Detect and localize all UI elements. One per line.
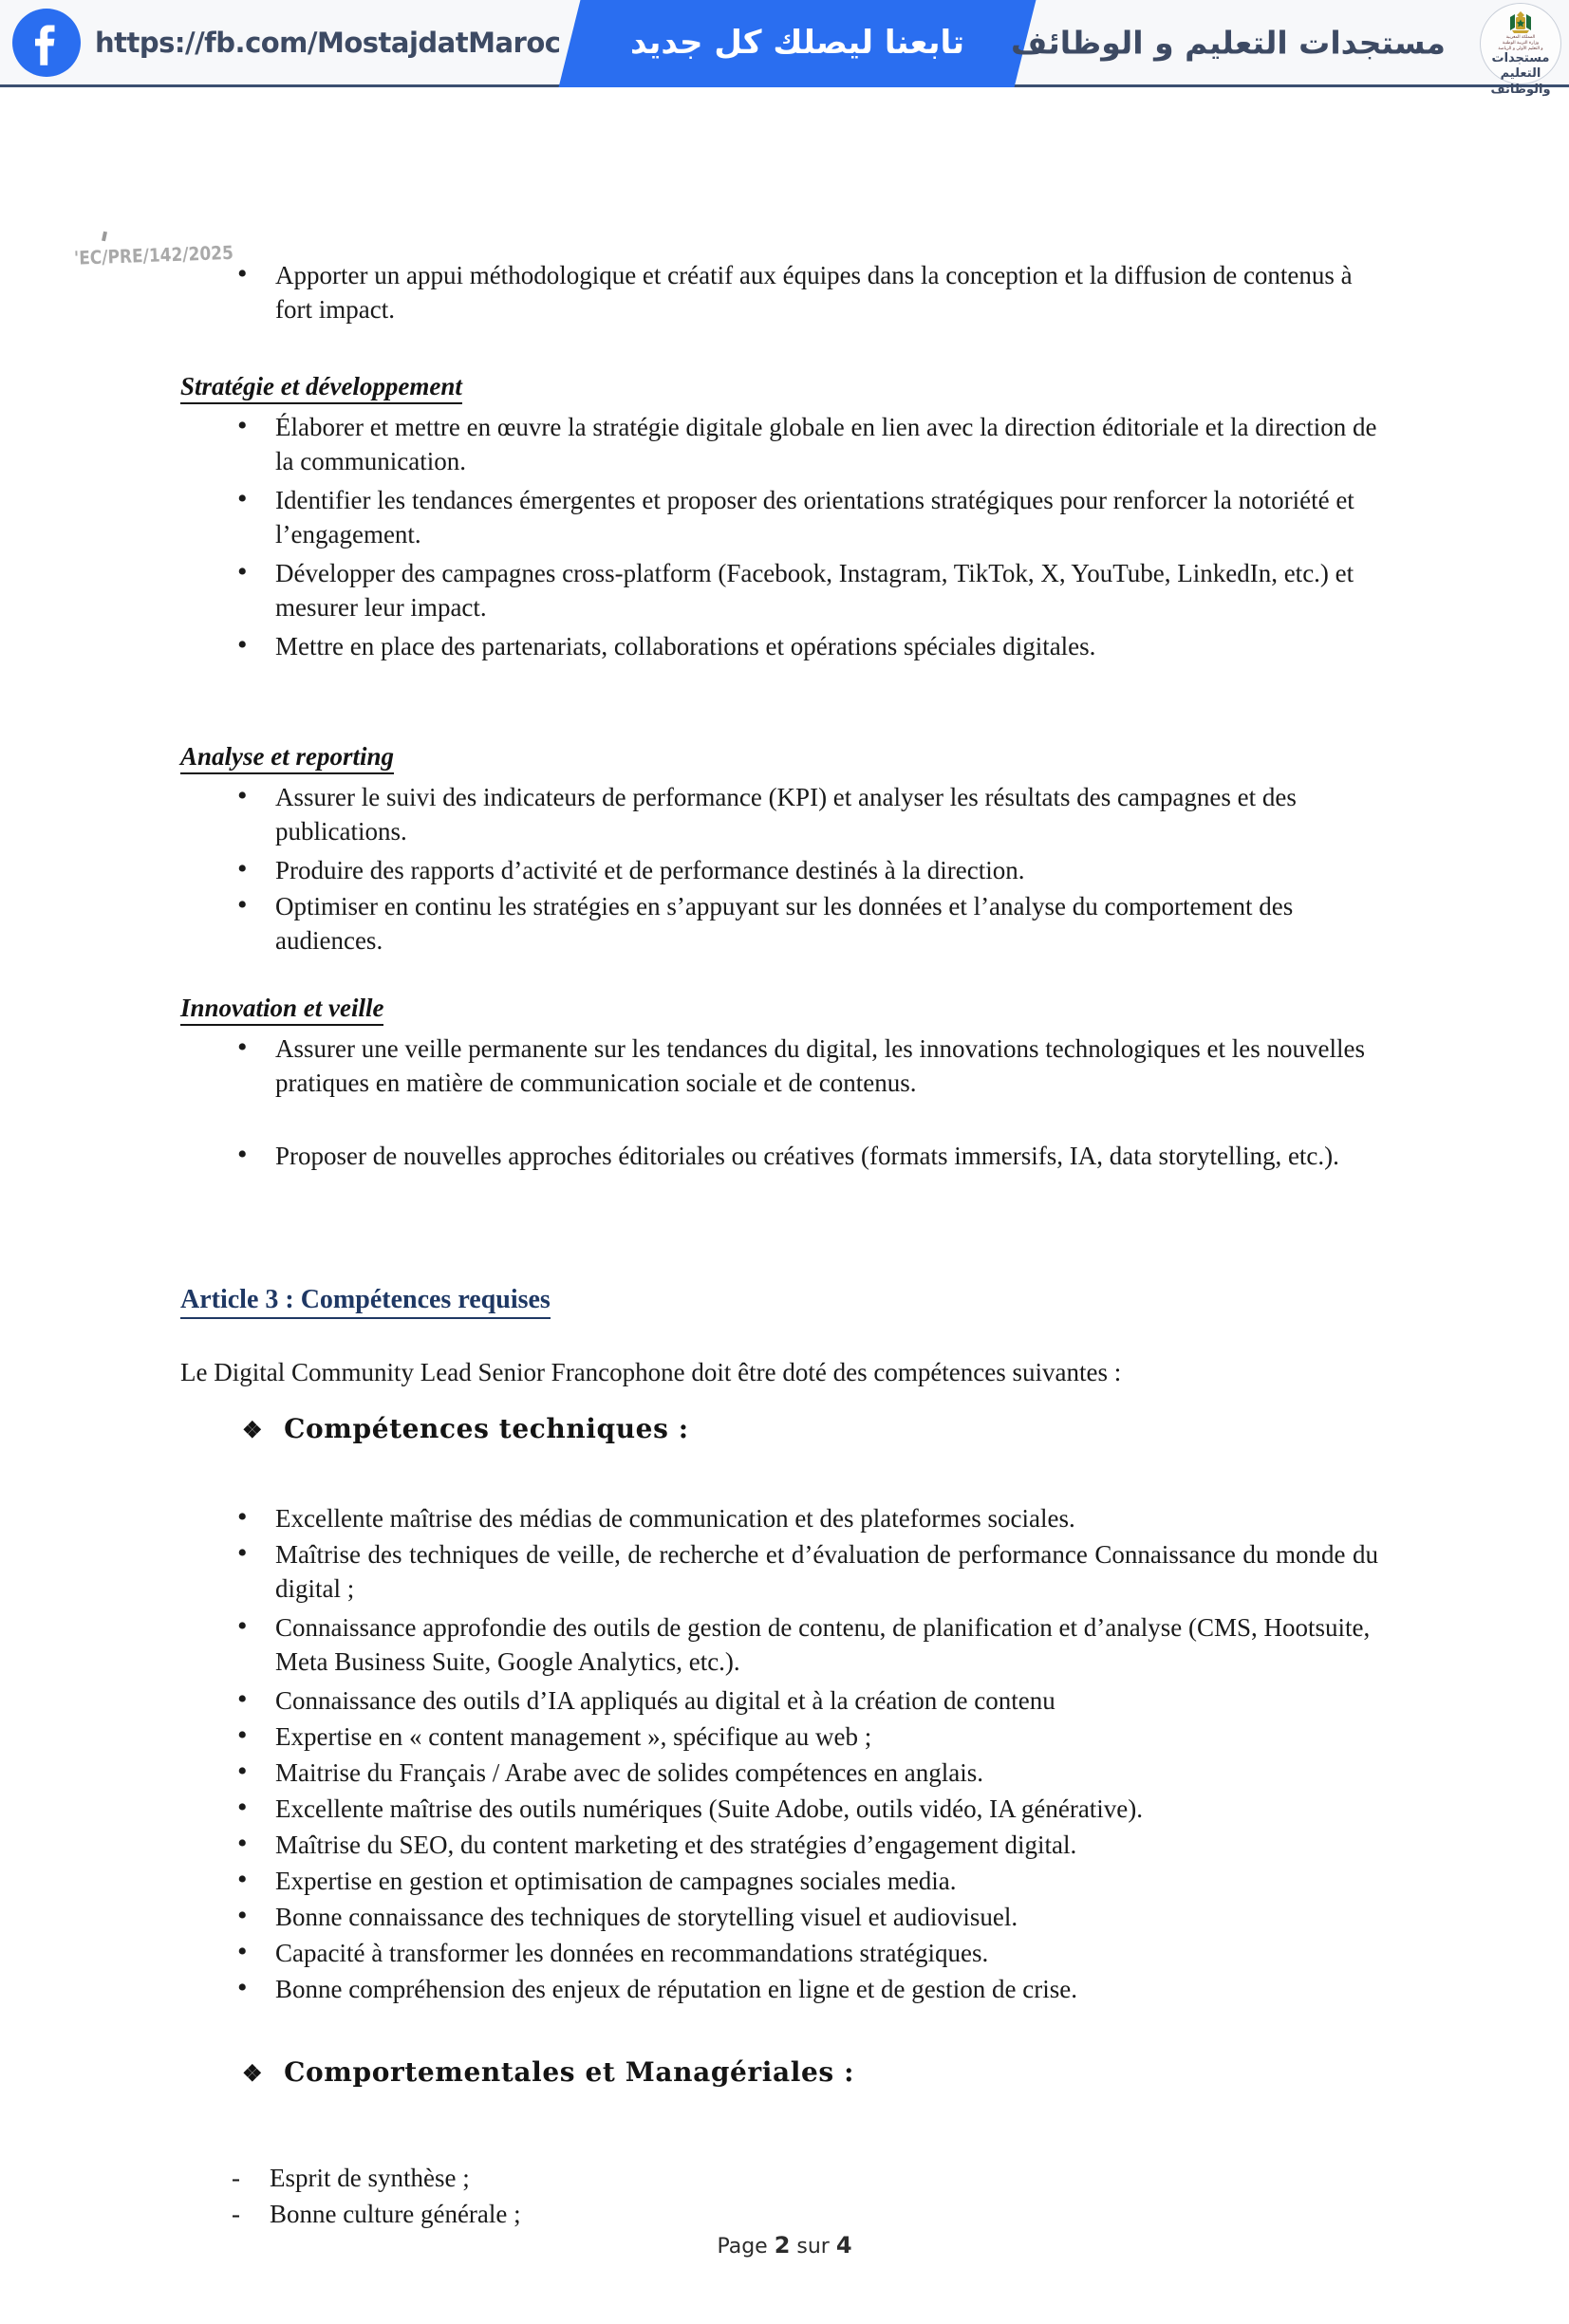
list-item: • Bonne compréhension des enjeux de réputation en ligne et de gestion de crise. bbox=[228, 1972, 1378, 2006]
list-item: • Développer des campagnes cross-platform (Facebook, Instagram, TikTok, X, YouTube, LinkedIn, etc.) et mesurer leur impact. bbox=[228, 556, 1378, 624]
site-title-arabic: مستجدات التعليم و الوظائف bbox=[1011, 24, 1446, 61]
dash-bullet-icon: - bbox=[232, 2164, 240, 2192]
list-item: • Expertise en « content management », spécifique au web ; bbox=[228, 1720, 1378, 1754]
bullet-dot-icon: • bbox=[237, 410, 248, 441]
diamond-bullet-icon: ❖ bbox=[242, 1416, 264, 1443]
list-item: • Proposer de nouvelles approches éditoriales ou créatives (formats immersifs, IA, data storytelling, etc.). bbox=[228, 1139, 1378, 1173]
list-item: • Excellente maîtrise des outils numériques (Suite Adobe, outils vidéo, IA générative). bbox=[228, 1792, 1378, 1826]
scan-artifact-text: 'EC/PRE/142/2025 bbox=[73, 242, 234, 270]
site-logo[interactable] bbox=[1480, 3, 1561, 97]
bullet-dot-icon: • bbox=[237, 1537, 248, 1569]
bullet-dot-icon: • bbox=[237, 1610, 248, 1642]
bullet-dot-icon: • bbox=[237, 1032, 248, 1063]
footer-middle: sur bbox=[790, 2235, 836, 2259]
site-banner bbox=[0, 0, 1569, 97]
diamond-bullet-icon: ❖ bbox=[242, 2059, 264, 2087]
subsection-heading-behavioral bbox=[242, 2056, 854, 2088]
list-item: • Expertise en gestion et optimisation de campagnes sociales media. bbox=[228, 1864, 1378, 1898]
list-item: • Identifier les tendances émergentes et proposer des orientations stratégiques pour renforcer la notoriété et l’engagement. bbox=[228, 483, 1378, 551]
list-item: - Esprit de synthèse ; bbox=[228, 2161, 1378, 2195]
page-footer bbox=[0, 2232, 1569, 2259]
bullet-dot-icon: • bbox=[237, 1501, 248, 1533]
morocco-crest-icon bbox=[1506, 10, 1535, 35]
list-item: • Mettre en place des partenariats, collaborations et opérations spéciales digitales. bbox=[228, 629, 1378, 663]
list-item: • Excellente maîtrise des médias de communication et des plateformes sociales. bbox=[228, 1501, 1378, 1535]
list-item: - Bonne culture générale ; bbox=[228, 2197, 1378, 2231]
ministry-caption: المملكة المغربية وزارة التربية الوطنية و التعليم الأولي و الرياضة bbox=[1498, 35, 1543, 52]
footer-total-pages: 4 bbox=[835, 2232, 852, 2259]
bullet-dot-icon: • bbox=[237, 1720, 248, 1751]
article-heading: Article 3 : Compétences requises bbox=[180, 1285, 551, 1319]
facebook-icon[interactable] bbox=[11, 8, 82, 78]
section-heading-strategie: Stratégie et développement bbox=[180, 372, 462, 404]
facebook-url-label[interactable]: https://fb.com/MostajdatMaroc bbox=[95, 26, 561, 59]
footer-current-page: 2 bbox=[774, 2232, 791, 2259]
logo-brand-caption: مستجدات التعليم والوظائف bbox=[1490, 51, 1551, 97]
list-item: • Connaissance approfondie des outils de gestion de contenu, de planification et d’analyse (CMS, Hootsuite, Meta Business Suite, Google Analytics, etc.). bbox=[228, 1610, 1378, 1679]
list-item: • Bonne connaissance des techniques de storytelling visuel et audiovisuel. bbox=[228, 1900, 1378, 1934]
document-page bbox=[0, 87, 1569, 2324]
list-item: • Connaissance des outils d’IA appliqués au digital et à la création de contenu bbox=[228, 1683, 1378, 1718]
bullet-dot-icon: • bbox=[237, 1900, 248, 1931]
bullet-dot-icon: • bbox=[237, 556, 248, 587]
bullet-dot-icon: • bbox=[237, 780, 248, 811]
section-heading-analyse: Analyse et reporting bbox=[180, 742, 394, 774]
list-item: • Assurer le suivi des indicateurs de performance (KPI) et analyser les résultats des campagnes et des publications. bbox=[228, 780, 1378, 848]
list-item: • Optimiser en continu les stratégies en s’appuyant sur les données et l’analyse du comportement des audiences. bbox=[228, 889, 1378, 957]
follow-us-arabic-label: تابعنا ليصلك كل جديد bbox=[629, 23, 964, 62]
bullet-dot-icon: • bbox=[237, 853, 248, 884]
bullet-dot-icon: • bbox=[237, 1683, 248, 1715]
list-item: • Produire des rapports d’activité et de performance destinés à la direction. bbox=[228, 853, 1378, 887]
bullet-dot-icon: • bbox=[237, 889, 248, 920]
bullet-dot-icon: • bbox=[237, 1139, 248, 1170]
bullet-dot-icon: • bbox=[237, 1936, 248, 1967]
list-item: • Maîtrise du SEO, du content marketing et des stratégies d’engagement digital. bbox=[228, 1828, 1378, 1862]
bullet-dot-icon: • bbox=[237, 258, 248, 289]
scan-artifact-mark bbox=[102, 232, 107, 242]
subsection-title: Comportementales et Managériales : bbox=[284, 2056, 855, 2088]
bullet-dot-icon: • bbox=[237, 629, 248, 660]
list-item: • Capacité à transformer les données en recommandations stratégiques. bbox=[228, 1936, 1378, 1970]
bullet-dot-icon: • bbox=[237, 1864, 248, 1895]
article-intro-paragraph: Le Digital Community Lead Senior Francophone doit être doté des compétences suivantes : bbox=[180, 1358, 1122, 1386]
list-item: • Maitrise du Français / Arabe avec de solides compétences en anglais. bbox=[228, 1756, 1378, 1790]
section-heading-innovation: Innovation et veille bbox=[180, 994, 383, 1026]
list-item: • Maîtrise des techniques de veille, de recherche et d’évaluation de performance Connaissance du monde du digital ; bbox=[228, 1537, 1378, 1606]
bullet-dot-icon: • bbox=[237, 1972, 248, 2003]
list-item: • Assurer une veille permanente sur les tendances du digital, les innovations technologiques et les nouvelles pratiques en matière de communication sociale et de contenus. bbox=[228, 1032, 1378, 1100]
subsection-title: Compétences techniques : bbox=[284, 1413, 689, 1444]
list-item: • Élaborer et mettre en œuvre la stratégie digitale globale en lien avec la direction éditoriale et la direction de la communication. bbox=[228, 410, 1378, 478]
subsection-heading-technical bbox=[242, 1413, 689, 1444]
footer-prefix: Page bbox=[717, 2235, 775, 2259]
dash-bullet-icon: - bbox=[232, 2200, 240, 2228]
bullet-dot-icon: • bbox=[237, 1792, 248, 1823]
bullet-dot-icon: • bbox=[237, 483, 248, 514]
bullet-dot-icon: • bbox=[237, 1828, 248, 1859]
list-item: • Apporter un appui méthodologique et créatif aux équipes dans la conception et la diffusion de contenus à fort impact. bbox=[228, 258, 1378, 326]
bullet-dot-icon: • bbox=[237, 1756, 248, 1787]
